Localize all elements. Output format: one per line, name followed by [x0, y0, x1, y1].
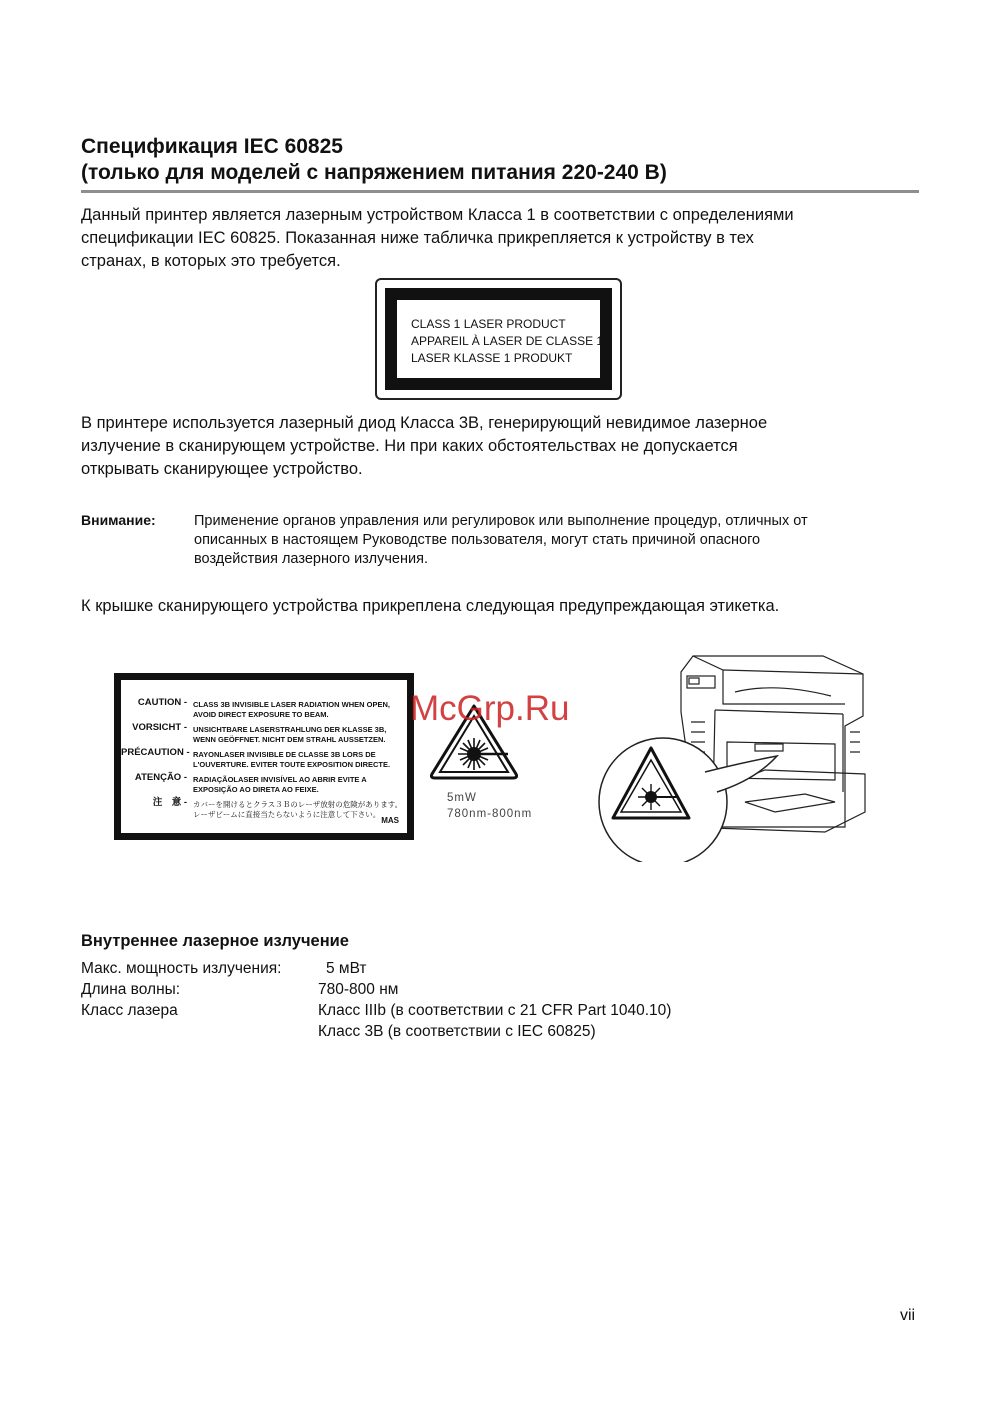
- title-divider: [81, 190, 919, 193]
- printer-illustration: [595, 652, 870, 862]
- warning-text: [194, 512, 808, 569]
- laser-wavelength: 780nm-800nm: [447, 808, 533, 820]
- caution-line: L'OUVERTURE. EVITER TOUTE EXPOSITION DIRECTE.: [193, 760, 391, 769]
- laser-power: 5mW: [447, 792, 477, 804]
- mas-code: MAS: [381, 816, 399, 825]
- caution-line: AVOID DIRECT EXPOSURE TO BEAM.: [193, 710, 329, 719]
- spec-label: Класс лазера: [81, 1002, 178, 1019]
- text-line: спецификации IEC 60825. Показанная ниже табличка прикрепляется к устройству в тех: [81, 229, 754, 247]
- caution-word: ATENÇÃO -: [134, 772, 187, 783]
- caution-line: RADIAÇÃOLASER INVISÍVEL AO ABRIR EVITE A: [193, 775, 367, 784]
- text-line: излучение в сканирующем устройстве. Ни при каких обстоятельствах не допускается: [81, 437, 738, 455]
- spec-value: Класс 3B (в соответствии с IEC 60825): [318, 1023, 596, 1040]
- intro-paragraph: [81, 204, 926, 273]
- caution-word: PRÉCAUTION -: [121, 747, 190, 758]
- text-line: В принтере используется лазерный диод Класса 3B, генерирующий невидимое лазерное: [81, 414, 768, 432]
- label-line: LASER KLASSE 1 PRODUKT: [411, 351, 573, 365]
- caution-label: [114, 673, 414, 840]
- caution-line: CLASS 3B INVISIBLE LASER RADIATION WHEN OPEN,: [193, 700, 390, 709]
- label-line: CLASS 1 LASER PRODUCT: [411, 317, 566, 331]
- caution-line: レーザビームに直接当たらないように注意して下さい。: [193, 810, 381, 819]
- scanner-note: [81, 595, 926, 618]
- page-number: vii: [900, 1307, 916, 1324]
- caution-line: WENN GEÖFFNET. NICHT DEM STRAHL AUSSETZEN.: [193, 735, 386, 744]
- class1-label-panel: [385, 288, 612, 390]
- spec-value: 780-800 нм: [318, 981, 399, 998]
- class1-laser-label: [375, 278, 622, 400]
- text-line: К крышке сканирующего устройства прикреплена следующая предупреждающая этикетка.: [81, 597, 780, 615]
- spec-label: Длина волны:: [81, 981, 181, 998]
- spec-value: 5 мВт: [326, 960, 367, 977]
- text-line: воздействия лазерного излучения.: [194, 551, 428, 567]
- specs-title: Внутреннее лазерное излучение: [81, 932, 349, 950]
- caution-line: EXPOSIÇÃO AO DIRETA AO FEIXE.: [193, 785, 319, 794]
- caution-line: カバーを開けるとクラス３Ｂのレーザ放射の危険があります。: [193, 800, 403, 809]
- page-title: Спецификация IEC 60825: [81, 135, 343, 158]
- text-line: описанных в настоящем Руководстве пользователя, могут стать причиной опасного: [194, 532, 761, 548]
- spec-value: Класс IIIb (в соответствии с 21 CFR Part 1040.10): [318, 1002, 672, 1019]
- watermark: McGrp.Ru: [410, 689, 570, 728]
- caution-line: UNSICHTBARE LASERSTRAHLUNG DER KLASSE 3B,: [193, 725, 387, 734]
- text-line: Данный принтер является лазерным устройством Класса 1 в соответствии с определениями: [81, 206, 794, 224]
- diode-paragraph: [81, 412, 926, 481]
- text-line: Применение органов управления или регулировок или выполнение процедур, отличных от: [194, 513, 808, 529]
- caution-word: 注 意 -: [152, 797, 187, 808]
- spec-label: Макс. мощность излучения:: [81, 960, 282, 977]
- text-line: открывать сканирующее устройство.: [81, 460, 363, 478]
- page-subtitle: (только для моделей с напряжением питания 220-240 В): [81, 161, 667, 184]
- warning-label: Внимание:: [81, 512, 156, 528]
- text-line: странах, в которых это требуется.: [81, 252, 341, 270]
- caution-line: RAYONLASER INVISIBLE DE CLASSE 3B LORS DE: [193, 750, 376, 759]
- caution-word: CAUTION -: [137, 697, 187, 708]
- label-line: APPAREIL À LASER DE CLASSE 1: [411, 334, 604, 348]
- caution-word: VORSICHT -: [132, 722, 187, 733]
